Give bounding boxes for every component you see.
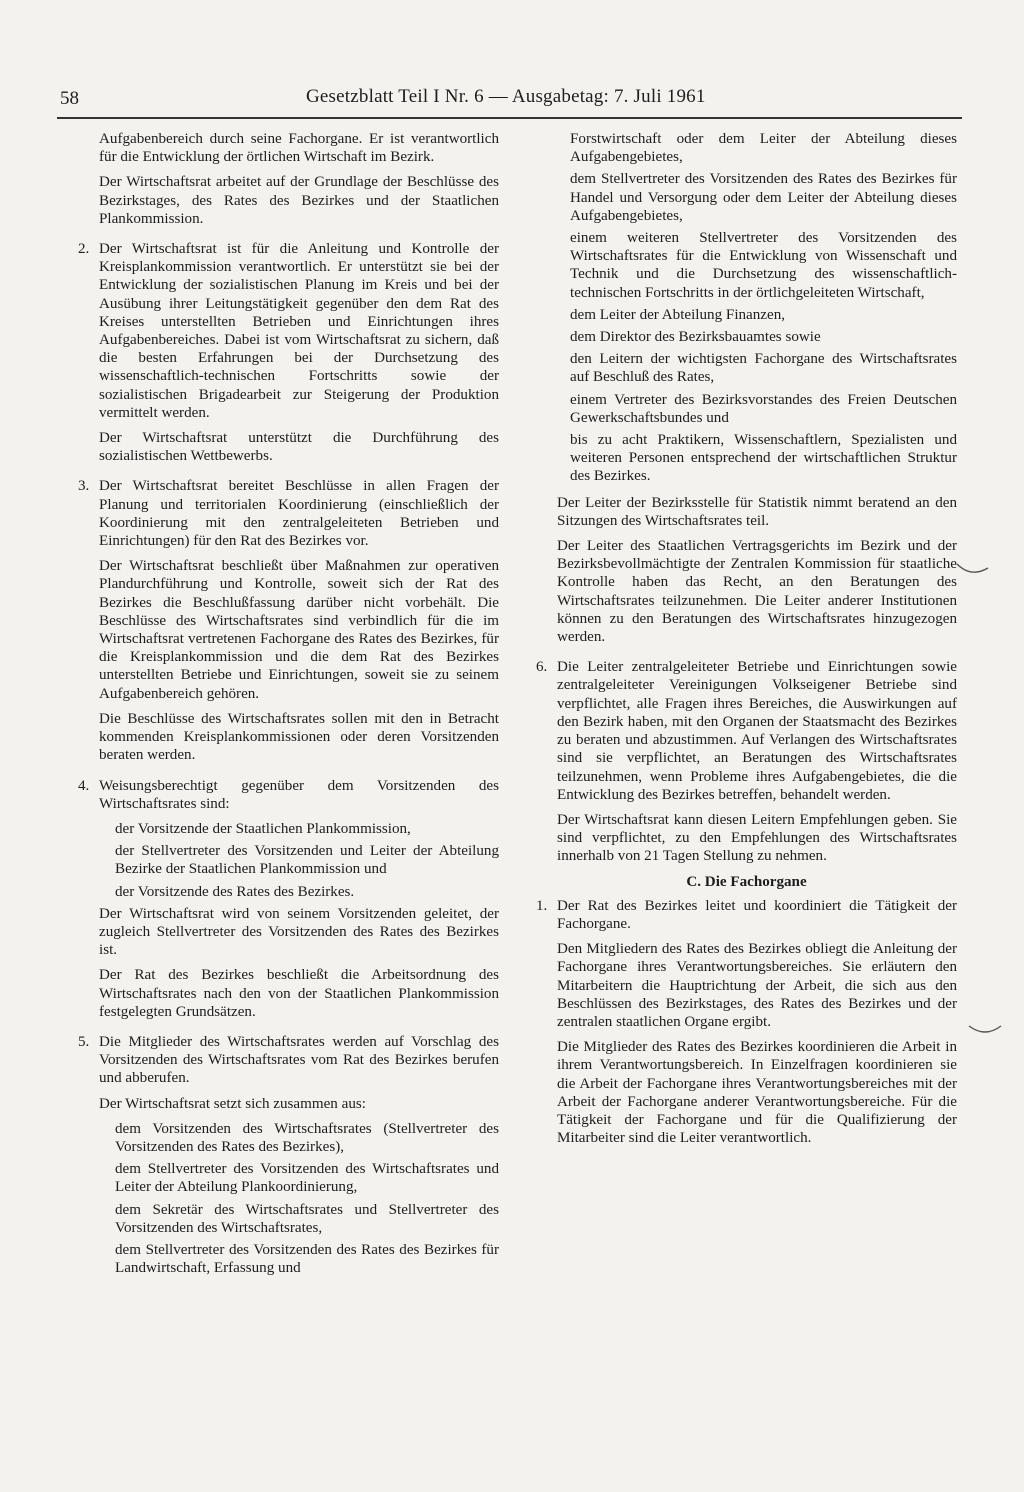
paragraph: Der Wirtschaftsrat beschließt über Maßnahmen zur operativen Plandurchführung und Kontrolle, soweit sich der Rat des Bezirkes die Beschlußfassung darüber nicht vorbehält. Die Beschlüsse des Wirtschaftsrates sind verbindlich für die im Wirtschaftsrat vertretenen Fachorgane des Rates des Bezirkes, für die Kreisplankommission und die dem Rat des Bezirkes unterstellten Betriebe und Einrichtungen, soweit sie zu seinem Aufgabenbereich gehören. <box>99 558 499 702</box>
section-heading: C. Die Fachorgane <box>686 873 807 890</box>
list-entry: der Vorsitzende des Rates des Bezirkes. <box>115 883 355 900</box>
item-number: 4. <box>78 777 90 794</box>
list-entry: dem Stellvertreter des Vorsitzenden des Wirtschaftsrates und Leiter der Abteilung Plankoordinierung, <box>115 1161 499 1196</box>
paragraph: Der Wirtschaftsrat setzt sich zusammen aus: <box>99 1095 366 1112</box>
page-number: 58 <box>60 88 79 109</box>
item-text: Die Leiter zentralgeleiteter Betriebe und Einrichtungen sowie zentralgeleiteter Vereinigungen Volkseigener Betriebe sind verpflichtet, alle Fragen ihres Bereiches, die Auswirkungen auf den Bezirk haben, mit den Organen der Staatsmacht des Bezirkes zu beraten und abzustimmen. Auf Verlangen des Wirtschaftsrates sind sie verpflichtet, an Beratungen des Wirtschaftsrates teilzunehmen, wenn Probleme ihres Aufgabengebietes, die die Entwicklung des Bezirkes betreffen, behandelt werden. <box>557 659 957 803</box>
list-entry: der Vorsitzende der Staatlichen Plankommission, <box>115 820 411 837</box>
item-number: 1. <box>536 897 548 914</box>
item-text: Der Rat des Bezirkes leitet und koordiniert die Tätigkeit der Fachorgane. <box>557 897 957 932</box>
list-entry: den Leitern der wichtigsten Fachorgane des Wirtschaftsrates auf Beschluß des Rates, <box>570 351 957 386</box>
paragraph: Aufgabenbereich durch seine Fachorgane. Er ist verantwortlich für die Entwicklung der örtlichen Wirtschaft im Bezirk. <box>99 131 499 166</box>
paragraph: Die Mitglieder des Rates des Bezirkes koordinieren die Arbeit in ihrem Verantwortungsbereich. In Einzelfragen koordinieren sie die Arbeit der Fachorgane ihres Verantwortungsbereiches mit der Arbeit der Fachorgane anderer Verantwortungsbereiche. Für die Tätigkeit der Fachorgane und für die Qualifizierung der Mitarbeiter sind die Leiter verantwortlich. <box>557 1039 957 1147</box>
header-rule <box>57 117 962 119</box>
item-text: Weisungsberechtigt gegenüber dem Vorsitzenden des Wirtschaftsrates sind: <box>99 777 499 812</box>
paragraph: Der Wirtschaftsrat kann diesen Leitern Empfehlungen geben. Sie sind verpflichtet, zu den Empfehlungen des Wirtschaftsrates innerhalb von 21 Tagen Stellung zu nehmen. <box>557 811 957 865</box>
paragraph: Der Wirtschaftsrat arbeitet auf der Grundlage der Beschlüsse des Bezirkstages, des Rates des Bezirkes und der Staatlichen Plankommission. <box>99 174 499 227</box>
list-entry: dem Stellvertreter des Vorsitzenden des Rates des Bezirkes für Handel und Versorgung oder dem Leiter der Abteilung dieses Aufgabengebietes, <box>570 171 957 224</box>
item-number: 2. <box>78 241 90 258</box>
paragraph: Der Rat des Bezirkes beschließt die Arbeitsordnung des Wirtschaftsrates nach den von der Staatlichen Plankommission festgelegten Grundsätzen. <box>99 967 499 1020</box>
list-entry: dem Vorsitzenden des Wirtschaftsrates (Stellvertreter des Vorsitzenden des Rates des Bezirkes), <box>115 1120 499 1155</box>
right-column <box>536 130 957 1154</box>
list-entry: der Stellvertreter des Vorsitzenden und Leiter der Abteilung Bezirke der Staatlichen Plankommission und <box>115 843 499 878</box>
item-text: Die Mitglieder des Wirtschaftsrates werden auf Vorschlag des Vorsitzenden des Wirtschaftsrates vom Rat des Bezirkes berufen und abberufen. <box>99 1033 499 1087</box>
list-entry: Forstwirtschaft oder dem Leiter der Abteilung dieses Aufgabengebietes, <box>570 131 957 166</box>
left-column <box>78 130 499 1284</box>
item-text: Der Wirtschaftsrat ist für die Anleitung und Kontrolle der Kreisplankommission verantwortlich. Er unterstützt sie bei der Entwicklung der sozialistischen Planung im Kreis und bei der Ausübung ihrer Leitungstätigkeit gegenüber den dem Rat des Kreises unterstellten Betrieben und Einrichtungen ihres Aufgabenbereiches. Dabei ist vom Wirtschaftsrat zu sichern, daß die besten Erfahrungen bei der Durchsetzung des wissenschaftlich-technischen Fortschritts sowie der sozialistischen Brigadearbeit zur Steigerung der Produktion vermittelt werden. <box>99 241 499 421</box>
item-number: 5. <box>78 1033 90 1050</box>
item-number: 6. <box>536 659 548 676</box>
numbered-item-3 <box>78 477 499 764</box>
list-entry: einem Vertreter des Bezirksvorstandes des Freien Deutschen Gewerkschaftsbundes und <box>570 391 957 426</box>
numbered-item-6 <box>536 658 957 865</box>
numbered-item-5 <box>78 1033 499 1277</box>
paragraph: Der Leiter der Bezirksstelle für Statistik nimmt beratend an den Sitzungen des Wirtschaftsrates teil. <box>557 494 957 529</box>
margin-pencil-mark <box>967 1018 1003 1042</box>
list-entry: dem Stellvertreter des Vorsitzenden des Rates des Bezirkes für Landwirtschaft, Erfassung und <box>115 1241 499 1277</box>
list-entry: dem Sekretär des Wirtschaftsrates und Stellvertreter des Vorsitzenden des Wirtschaftsrates, <box>115 1201 499 1236</box>
paragraph: Die Beschlüsse des Wirtschaftsrates sollen mit den in Betracht kommenden Kreisplankommissionen oder deren Vorsitzenden beraten werden. <box>99 710 499 764</box>
list-entry: dem Leiter der Abteilung Finanzen, <box>570 306 786 323</box>
list-entry: dem Direktor des Bezirksbauamtes sowie <box>570 329 821 346</box>
item-number: 3. <box>78 478 90 495</box>
paragraph: Der Leiter des Staatlichen Vertragsgerichts im Bezirk und der Bezirksbevollmächtigte der Zentralen Kommission für staatliche Kontrolle haben das Recht, an den Beratungen des Wirtschaftsrates teilzunehmen. Die Leiter anderer Institutionen können zu den Beratungen des Wirtschaftsrates hinzugezogen werden. <box>557 538 957 646</box>
item-text: Der Wirtschaftsrat bereitet Beschlüsse in allen Fragen der Planung und territorialen Koordinierung (einschließlich der Koordinierung mit den zentralgeleiteten Betrieben und Einrichtungen) für den Rat des Bezirkes vor. <box>99 478 499 550</box>
paragraph: Den Mitgliedern des Rates des Bezirkes obliegt die Anleitung der Fachorgane ihres Verantwortungsbereiches. Sie erläutern den Mitarbeitern die Hauptrichtung der Arbeit, die sich aus den Beschlüssen des Bezirkstages, des Rates des Bezirkes und der zentralen staatlichen Organe ergibt. <box>557 941 957 1030</box>
list-entry: bis zu acht Praktikern, Wissenschaftlern, Spezialisten und weiteren Personen entsprechend der wirtschaftlichen Struktur des Bezirkes. <box>570 432 957 485</box>
numbered-item-4 <box>78 777 499 1021</box>
paragraph: Der Wirtschaftsrat wird von seinem Vorsitzenden geleitet, der zugleich Stellvertreter des Vorsitzenden des Rates des Bezirkes ist. <box>99 905 499 959</box>
margin-pencil-mark <box>955 560 991 584</box>
numbered-item-2 <box>78 240 499 465</box>
paragraph: Der Wirtschaftsrat unterstützt die Durchführung des sozialistischen Wettbewerbs. <box>99 430 499 465</box>
list-entry: einem weiteren Stellvertreter des Vorsitzenden des Wirtschaftsrates für die Entwicklung von Wissenschaft und Technik und die Durchsetzung des wissenschaftlich-technischen Fortschritts in der örtlichgeleiteten Wirtschaft, <box>570 230 957 301</box>
running-header: Gesetzblatt Teil I Nr. 6 — Ausgabetag: 7. Juli 1961 <box>306 86 706 107</box>
numbered-item-c1 <box>536 897 957 1148</box>
